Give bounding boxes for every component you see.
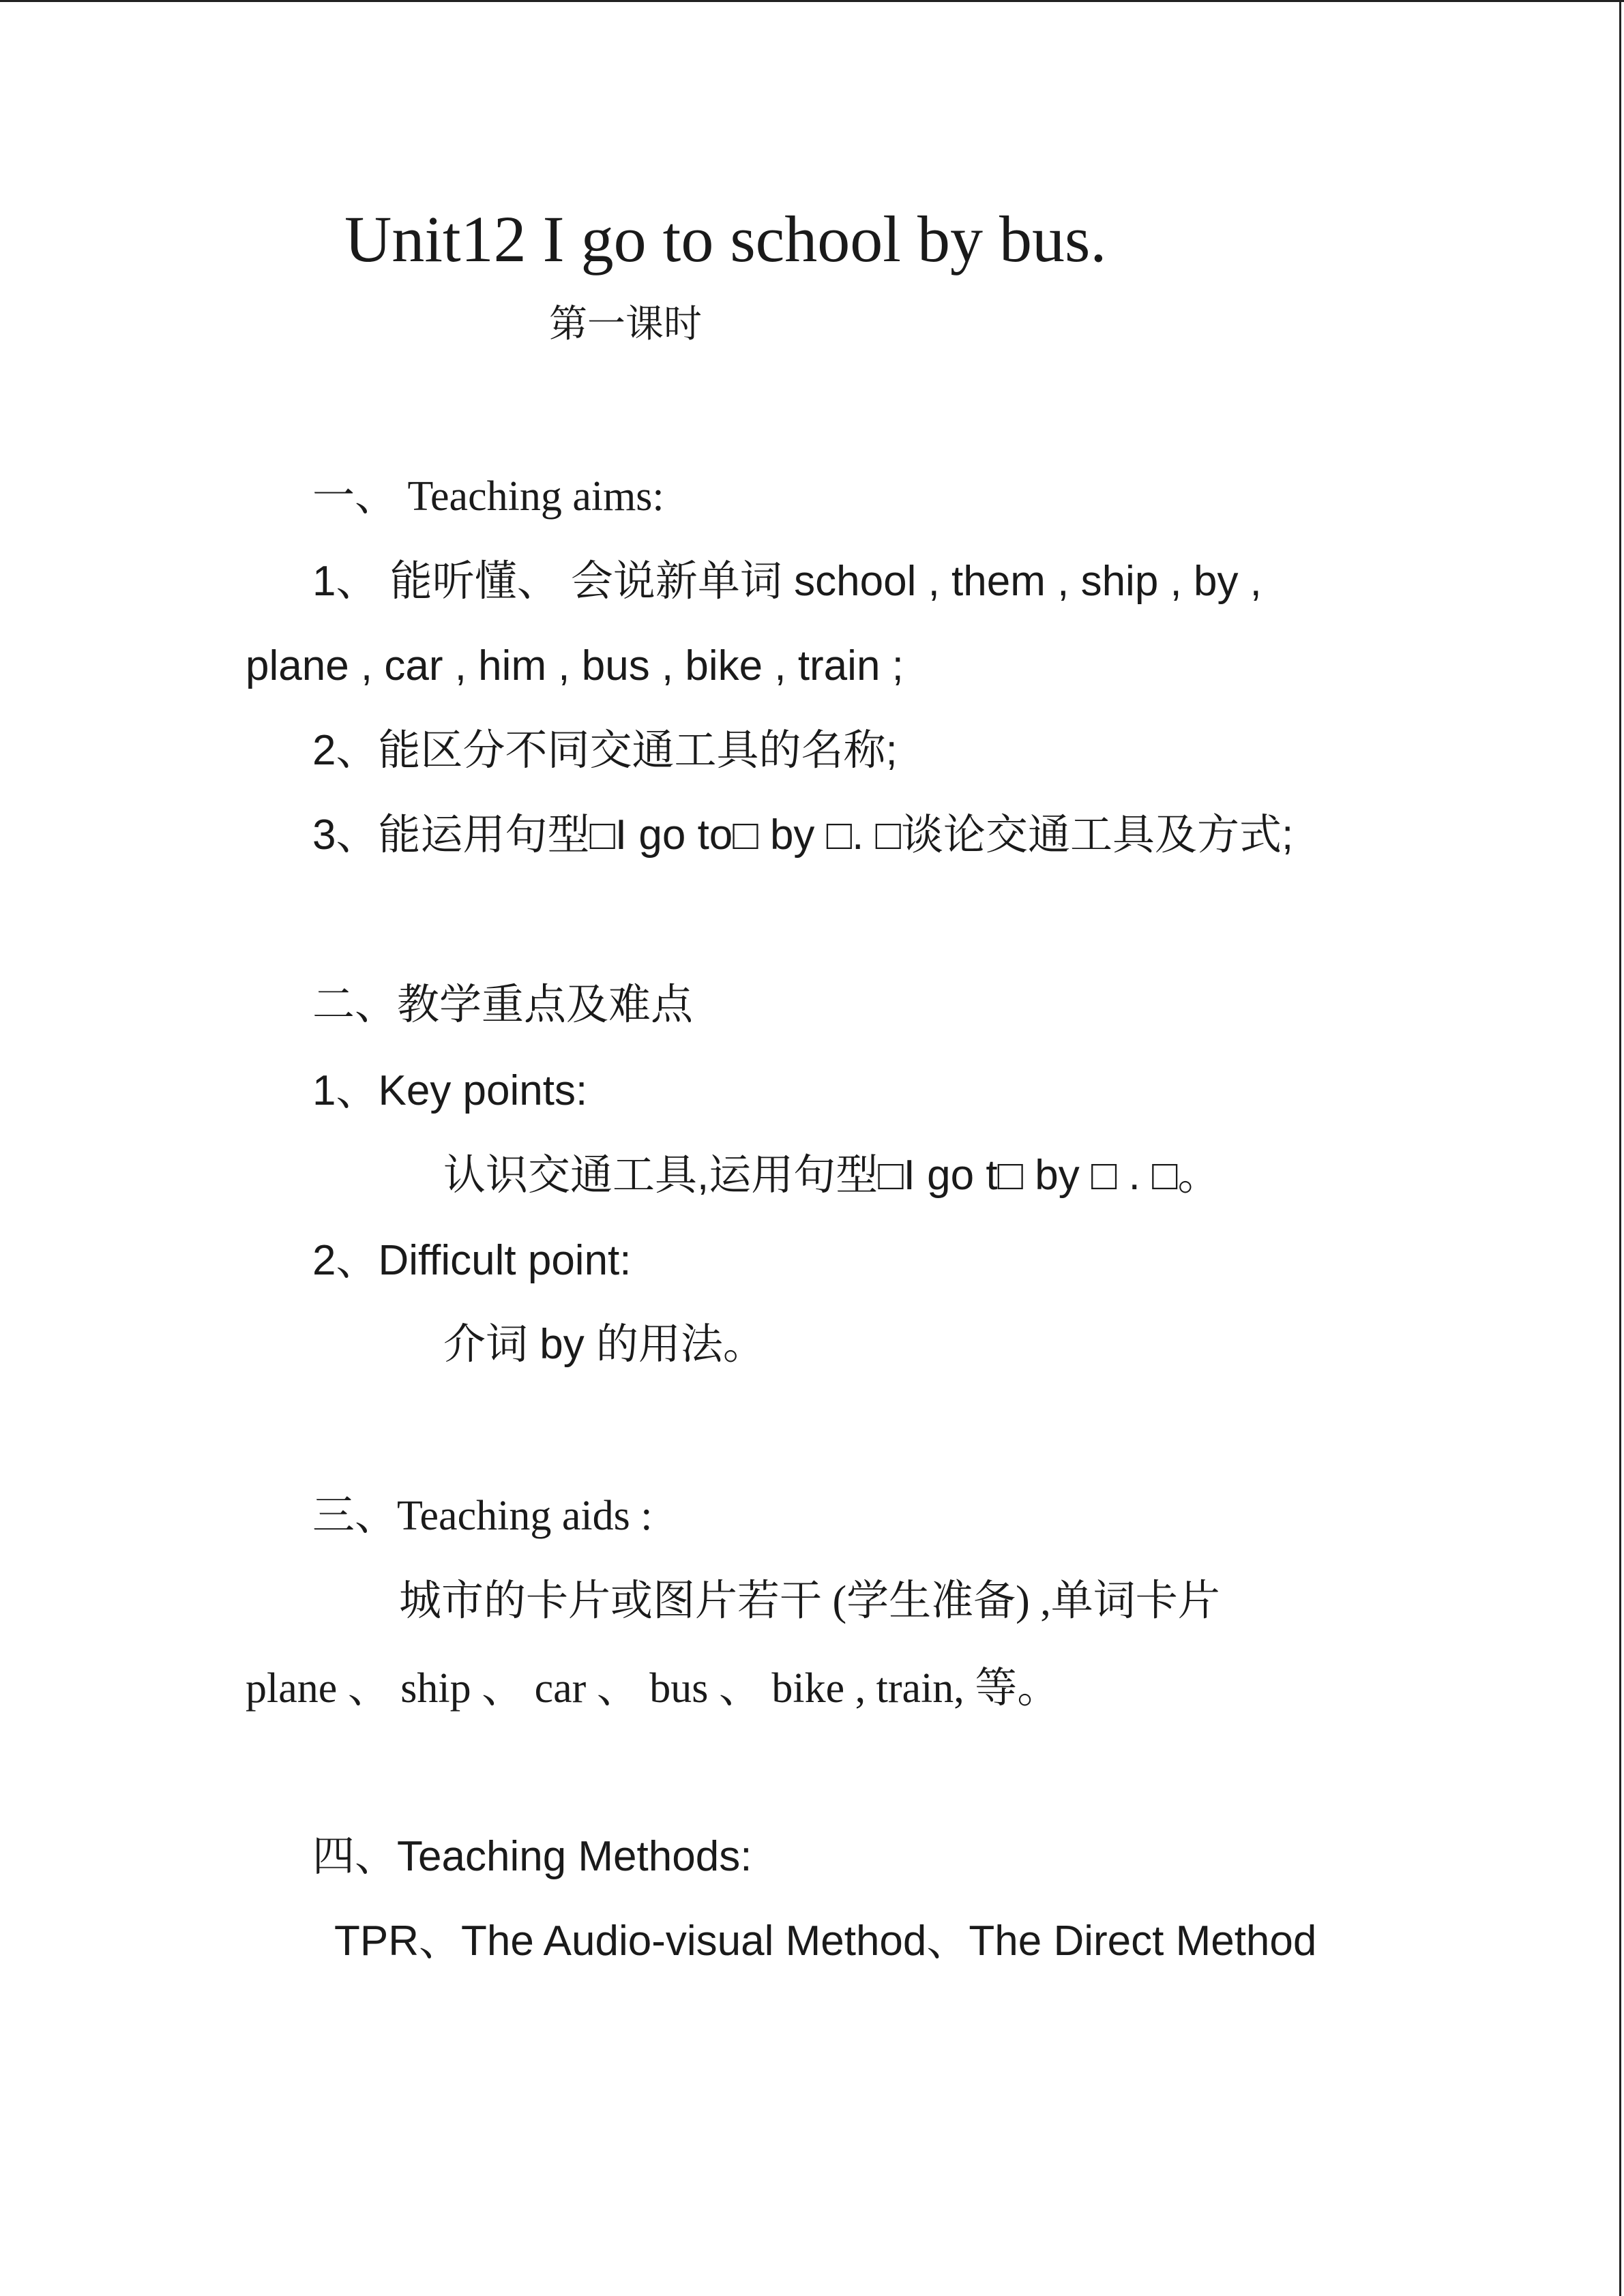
teaching-methods-text: TPR、The Audio-visual Method、The Direct Method <box>334 1918 1317 1965</box>
aim-1-line-2: plane , car , him , bus , bike , train ; <box>246 642 904 689</box>
aim-2: 2、能区分不同交通工具的名称; <box>312 727 898 774</box>
aim-1-line-1: 1、 能听懂、 会说新单词 school , them , ship , by , <box>312 558 1262 605</box>
page-right-border <box>1619 0 1621 2296</box>
teaching-aids-line-1: 城市的卡片或图片若干 (学生准备) ,单词卡片 <box>399 1578 1220 1624</box>
page-top-border <box>0 0 1624 2</box>
section-1-heading: 一、 Teaching aims: <box>312 473 664 520</box>
page-subtitle: 第一课时 <box>549 303 702 346</box>
section-2-heading: 二、教学重点及难点 <box>312 982 694 1028</box>
difficult-point-label: 2、Difficult point: <box>312 1237 632 1284</box>
section-3-heading: 三、Teaching aids : <box>312 1493 653 1539</box>
page-title: Unit12 I go to school by bus. <box>344 203 1107 275</box>
section-4-heading: 四、Teaching Methods: <box>312 1833 752 1880</box>
key-points-label: 1、Key points: <box>312 1067 588 1114</box>
aim-3: 3、能运用句型□I go to□ by □. □谈论交通工具及方式; <box>312 811 1294 859</box>
key-points-text: 认识交通工具,运用句型□I go t□ by □ . □。 <box>443 1152 1220 1199</box>
difficult-point-text: 介词 by 的用法。 <box>443 1321 765 1368</box>
teaching-aids-line-2: plane 、 ship 、 car 、 bus 、 bike , train, 等。 <box>246 1665 1060 1712</box>
